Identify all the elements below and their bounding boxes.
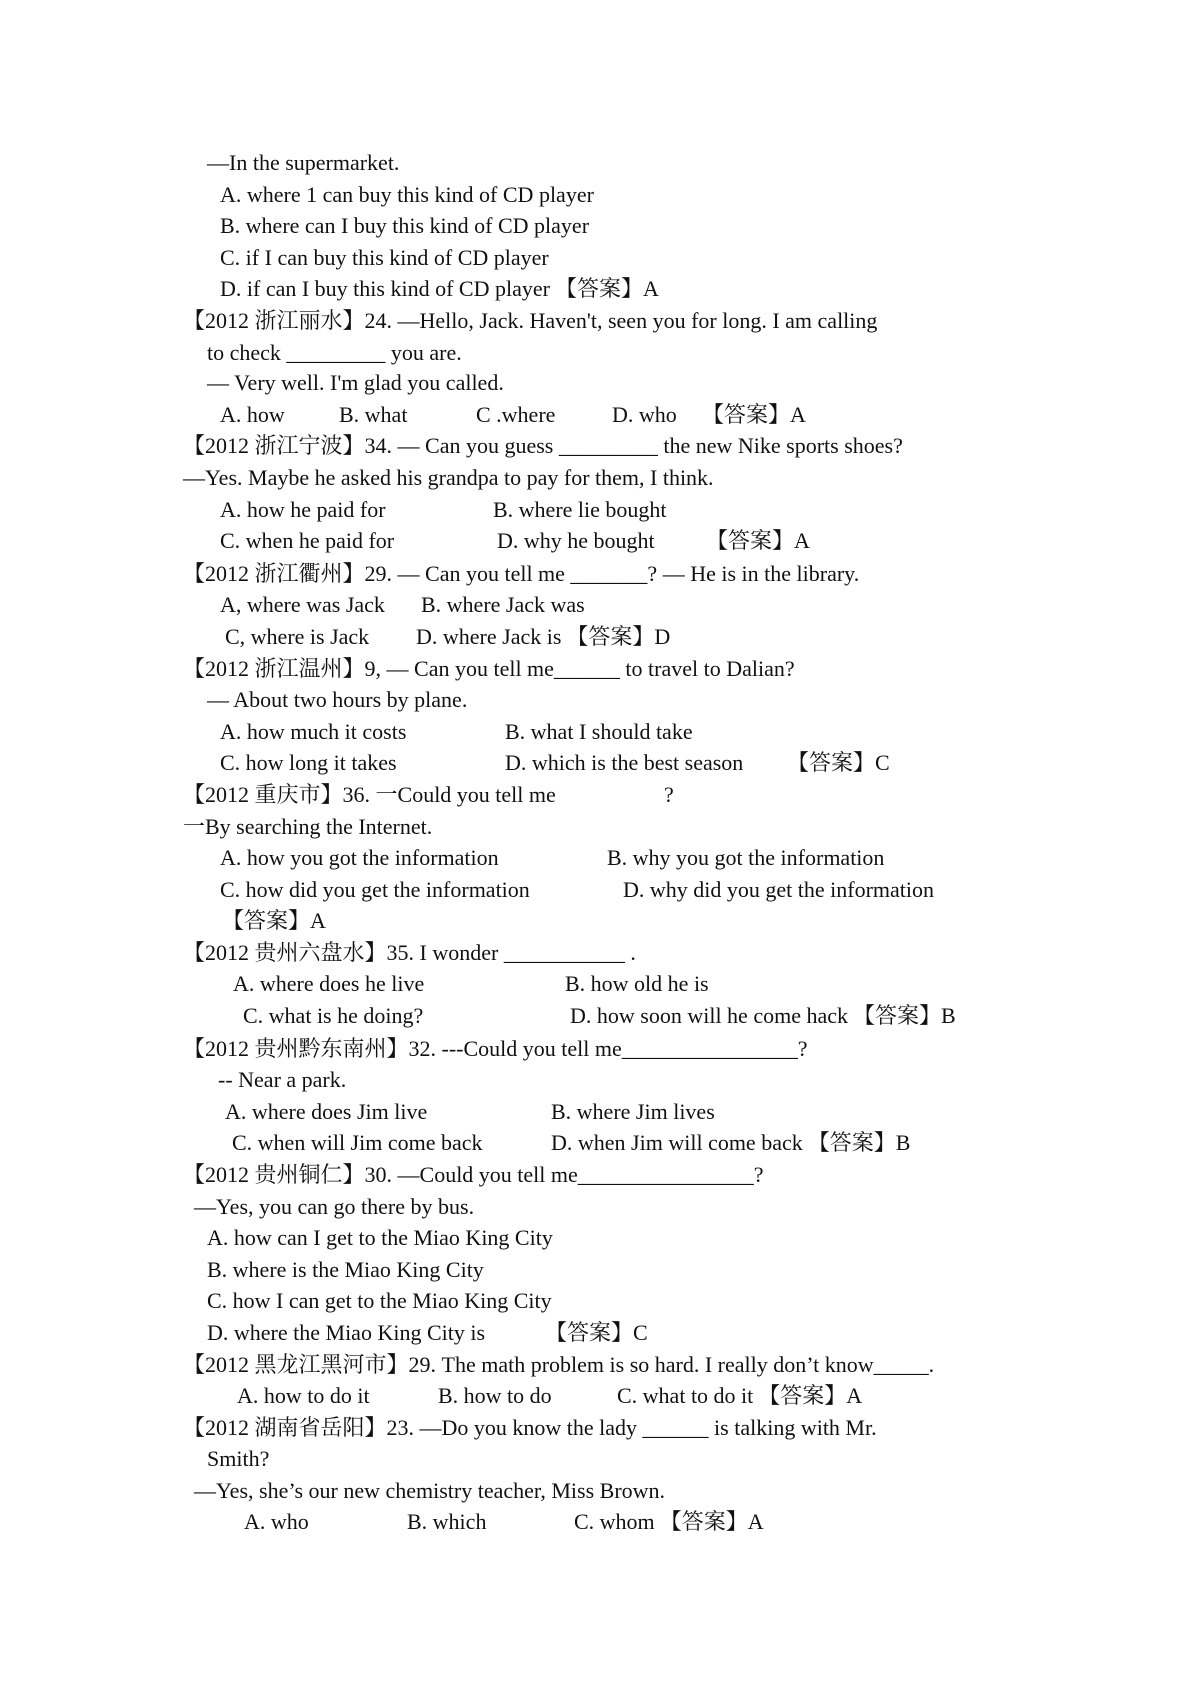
question-reply: -- Near a park. xyxy=(218,1067,347,1092)
question-source: 【2012 浙江宁波】 xyxy=(183,433,365,458)
option-d-with-answer xyxy=(220,273,659,305)
option-d: D. if can I buy this kind of CD player xyxy=(220,276,550,301)
answer-key: 【答案】B xyxy=(807,1130,911,1155)
question-stem: 36. 一Could you tell me xyxy=(342,782,556,807)
answer-line xyxy=(0,905,1200,937)
question-header-line xyxy=(0,430,1200,462)
option-a: A. where 1 can buy this kind of CD player xyxy=(220,182,594,207)
option-c: C. what to do it xyxy=(617,1383,754,1408)
option-line xyxy=(0,242,1200,274)
option-b: B. what xyxy=(339,402,408,427)
option-b: B. how old he is xyxy=(565,971,709,996)
option-line xyxy=(0,1285,1200,1317)
option-a: A. how much it costs xyxy=(220,719,407,744)
option-d: D. who xyxy=(612,402,677,427)
option-line xyxy=(0,589,1200,621)
reply-line xyxy=(0,684,1200,716)
question-header-line xyxy=(0,779,1200,811)
option-d: D. which is the best season xyxy=(505,750,744,775)
answer-key: 【答案】A xyxy=(758,1383,863,1408)
option-c: C. whom xyxy=(574,1509,655,1534)
answer-key: 【答案】A xyxy=(659,1509,764,1534)
question-header-line xyxy=(0,558,1200,590)
option-b: B. where lie bought xyxy=(493,497,667,522)
option-line xyxy=(0,1096,1200,1128)
question-header xyxy=(183,653,795,685)
option-a: A. how xyxy=(220,402,285,427)
option-line xyxy=(0,1317,1200,1349)
question-header xyxy=(183,1033,808,1065)
question-header xyxy=(183,1349,934,1381)
stem-continuation-line xyxy=(0,337,1200,369)
option-b: B. where Jim lives xyxy=(551,1099,715,1124)
answer-key: 【答案】A xyxy=(702,402,806,427)
question-stem: 35. I wonder ___________ . xyxy=(386,940,636,965)
option-line xyxy=(0,273,1200,305)
question-source: 【2012 浙江丽水】 xyxy=(183,308,365,333)
question-header-line xyxy=(0,305,1200,337)
option-d: D. why he bought xyxy=(497,528,655,553)
question-stem: 29. — Can you tell me _______? — He is in the library. xyxy=(364,561,860,586)
option-a: A. how he paid for xyxy=(220,497,386,522)
option-line xyxy=(0,874,1200,906)
question-header xyxy=(183,430,903,462)
question-reply: — Very well. I'm glad you called. xyxy=(207,370,504,395)
answer-key: 【答案】A xyxy=(706,528,810,553)
stem-continuation-line xyxy=(0,1443,1200,1475)
option-b: B. where can I buy this kind of CD player xyxy=(220,213,590,238)
question-stem-continued: Smith? xyxy=(207,1446,270,1471)
question-header xyxy=(183,1159,764,1191)
option-d: D. how soon will he come hack xyxy=(570,1003,848,1028)
question-stem: 30. —Could you tell me________________? xyxy=(364,1162,764,1187)
question-reply: —Yes, you can go there by bus. xyxy=(194,1194,475,1219)
question-stem: 24. —Hello, Jack. Haven't, seen you for long. I am calling xyxy=(364,308,878,333)
option-line xyxy=(0,1254,1200,1286)
reply-line xyxy=(0,1475,1200,1507)
option-line xyxy=(0,1222,1200,1254)
option-d: D. where Jack is xyxy=(416,624,562,649)
question-source: 【2012 贵州铜仁】 xyxy=(183,1162,365,1187)
question-reply: —In the supermarket. xyxy=(207,150,400,175)
option-d-with-answer xyxy=(570,1000,956,1032)
question-reply: —Yes. Maybe he asked his grandpa to pay for them, I think. xyxy=(183,465,714,490)
option-b: B. where is the Miao King City xyxy=(207,1257,484,1282)
option-line xyxy=(0,494,1200,526)
option-a: A. how can I get to the Miao King City xyxy=(207,1225,553,1250)
answer-key: 【答案】C xyxy=(545,1320,648,1345)
question-stem: 29. The math problem is so hard. I really don’t know_____. xyxy=(408,1352,935,1377)
reply-line xyxy=(0,1191,1200,1223)
question-reply: 一By searching the Internet. xyxy=(183,814,433,839)
question-header-line xyxy=(0,1033,1200,1065)
answer-key: 【答案】A xyxy=(222,908,326,933)
option-line xyxy=(0,1506,1200,1538)
question-header-line xyxy=(0,653,1200,685)
reply-line xyxy=(0,811,1200,843)
question-source: 【2012 贵州六盘水】 xyxy=(183,940,387,965)
option-a: A. where does he live xyxy=(233,971,425,996)
question-header xyxy=(183,937,636,969)
question-header xyxy=(183,779,556,811)
option-c: C .where xyxy=(476,402,556,427)
option-line xyxy=(0,1380,1200,1412)
option-line xyxy=(0,399,1200,431)
question-source: 【2012 黑龙江黑河市】 xyxy=(183,1352,409,1377)
question-stem: 23. —Do you know the lady ______ is talking with Mr. xyxy=(386,1415,877,1440)
option-c: C. what is he doing? xyxy=(243,1003,424,1028)
option-line xyxy=(0,842,1200,874)
answer-key: 【答案】B xyxy=(853,1003,956,1028)
option-b: B. which xyxy=(407,1509,487,1534)
option-line xyxy=(0,716,1200,748)
option-line xyxy=(0,525,1200,557)
question-source: 【2012 贵州黔东南州】 xyxy=(183,1036,409,1061)
option-c: C, where is Jack xyxy=(225,624,370,649)
option-d-with-answer xyxy=(551,1127,910,1159)
answer-key: 【答案】A xyxy=(554,276,659,301)
question-header-line xyxy=(0,1159,1200,1191)
option-c: C. when he paid for xyxy=(220,528,395,553)
option-line xyxy=(0,747,1200,779)
reply-line xyxy=(0,147,1200,179)
option-b: B. what I should take xyxy=(505,719,693,744)
option-d: D. where the Miao King City is xyxy=(207,1320,486,1345)
option-line xyxy=(0,210,1200,242)
option-c: C. how did you get the information xyxy=(220,877,530,902)
option-a: A. who xyxy=(244,1509,309,1534)
question-source: 【2012 湖南省岳阳】 xyxy=(183,1415,387,1440)
reply-line xyxy=(0,462,1200,494)
option-c: C. if I can buy this kind of CD player xyxy=(220,245,549,270)
question-reply: —Yes, she’s our new chemistry teacher, Miss Brown. xyxy=(194,1478,666,1503)
option-d-with-answer xyxy=(416,621,670,653)
option-c-with-answer xyxy=(617,1380,862,1412)
option-c-with-answer xyxy=(574,1506,764,1538)
reply-line xyxy=(0,367,1200,399)
option-d: D. why did you get the information xyxy=(623,877,935,902)
option-a: A. how you got the information xyxy=(220,845,499,870)
option-line xyxy=(0,1127,1200,1159)
option-b: B. how to do xyxy=(438,1383,552,1408)
option-a: A. where does Jim live xyxy=(225,1099,428,1124)
question-header-line xyxy=(0,937,1200,969)
option-a: A. how to do it xyxy=(237,1383,370,1408)
question-header xyxy=(183,1412,877,1444)
question-stem: 32. ---Could you tell me________________? xyxy=(408,1036,808,1061)
answer-key: 【答案】D xyxy=(566,624,671,649)
option-a: A, where was Jack xyxy=(220,592,385,617)
option-line xyxy=(0,179,1200,211)
question-mark: ? xyxy=(664,782,674,807)
option-b: B. why you got the information xyxy=(607,845,885,870)
option-c: C. when will Jim come back xyxy=(232,1130,483,1155)
option-c: C. how I can get to the Miao King City xyxy=(207,1288,552,1313)
question-header-line xyxy=(0,1349,1200,1381)
question-source: 【2012 浙江衢州】 xyxy=(183,561,365,586)
question-reply: — About two hours by plane. xyxy=(207,687,468,712)
answer-key: 【答案】C xyxy=(787,750,890,775)
question-source: 【2012 重庆市】 xyxy=(183,782,343,807)
option-c: C. how long it takes xyxy=(220,750,397,775)
option-d: D. when Jim will come back xyxy=(551,1130,803,1155)
question-header xyxy=(183,558,859,590)
question-source: 【2012 浙江温州】 xyxy=(183,656,365,681)
question-stem: 9, — Can you tell me______ to travel to Dalian? xyxy=(364,656,795,681)
option-line xyxy=(0,968,1200,1000)
reply-line xyxy=(0,1064,1200,1096)
option-line xyxy=(0,621,1200,653)
question-stem: 34. — Can you guess _________ the new Nike sports shoes? xyxy=(364,433,903,458)
question-stem-continued: to check _________ you are. xyxy=(207,340,462,365)
question-header-line xyxy=(0,1412,1200,1444)
option-line xyxy=(0,1000,1200,1032)
option-b: B. where Jack was xyxy=(421,592,585,617)
question-header xyxy=(183,305,877,337)
